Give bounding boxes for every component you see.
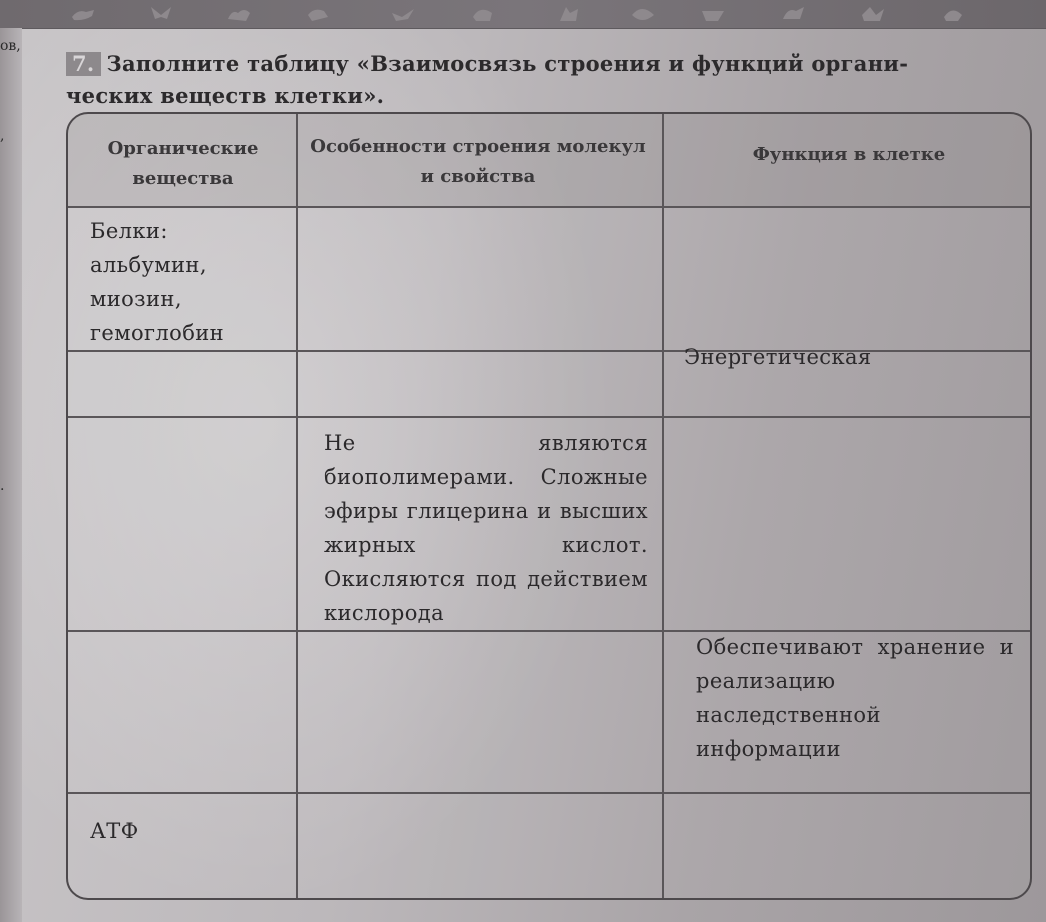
task-text-line2: ческих веществ клетки». (66, 83, 385, 108)
animal-silhouette-icon (630, 3, 656, 25)
animal-silhouette-icon (226, 3, 252, 25)
margin-fragment: . (0, 478, 5, 494)
biology-table (66, 112, 1032, 900)
animal-silhouette-icon (556, 3, 582, 25)
previous-page-edge (0, 28, 22, 922)
animal-silhouette-icon (304, 3, 330, 25)
header-structure-properties: Особенности строения молекул и свойства (310, 136, 646, 187)
task-heading (66, 48, 1006, 112)
decorative-animal-strip (0, 0, 1046, 29)
header-cell-function: Функция в клетке (752, 144, 946, 165)
margin-fragment: ов, (0, 38, 21, 54)
task-number: 7. (66, 52, 101, 76)
table-cell-substance: Белки: альбумин, миозин, гемоглобин (90, 219, 225, 345)
table-cell-function: Обеспечивают хранение и реализацию наследственной информации (696, 635, 1014, 761)
animal-silhouette-icon (148, 3, 174, 25)
margin-fragment: , (0, 128, 5, 144)
animal-silhouette-icon (860, 3, 886, 25)
table-cell-structure: Не являются биополимерами. Сложные эфиры глицерина и высших жирных кислот. Окисляются под действием кислорода (324, 431, 648, 625)
animal-silhouette-icon (470, 3, 496, 25)
animal-silhouette-icon (700, 3, 726, 25)
task-text-line1: Заполните таблицу «Взаимосвязь строения и функций органи- (106, 51, 909, 76)
table-cell-function: Энергетическая (684, 345, 872, 369)
animal-silhouette-icon (390, 3, 416, 25)
animal-silhouette-icon (780, 3, 806, 25)
animal-silhouette-icon (940, 3, 966, 25)
header-organic-substances: Органические вещества (107, 138, 259, 189)
table-cell-substance: АТФ (90, 819, 139, 843)
animal-silhouette-icon (70, 3, 96, 25)
